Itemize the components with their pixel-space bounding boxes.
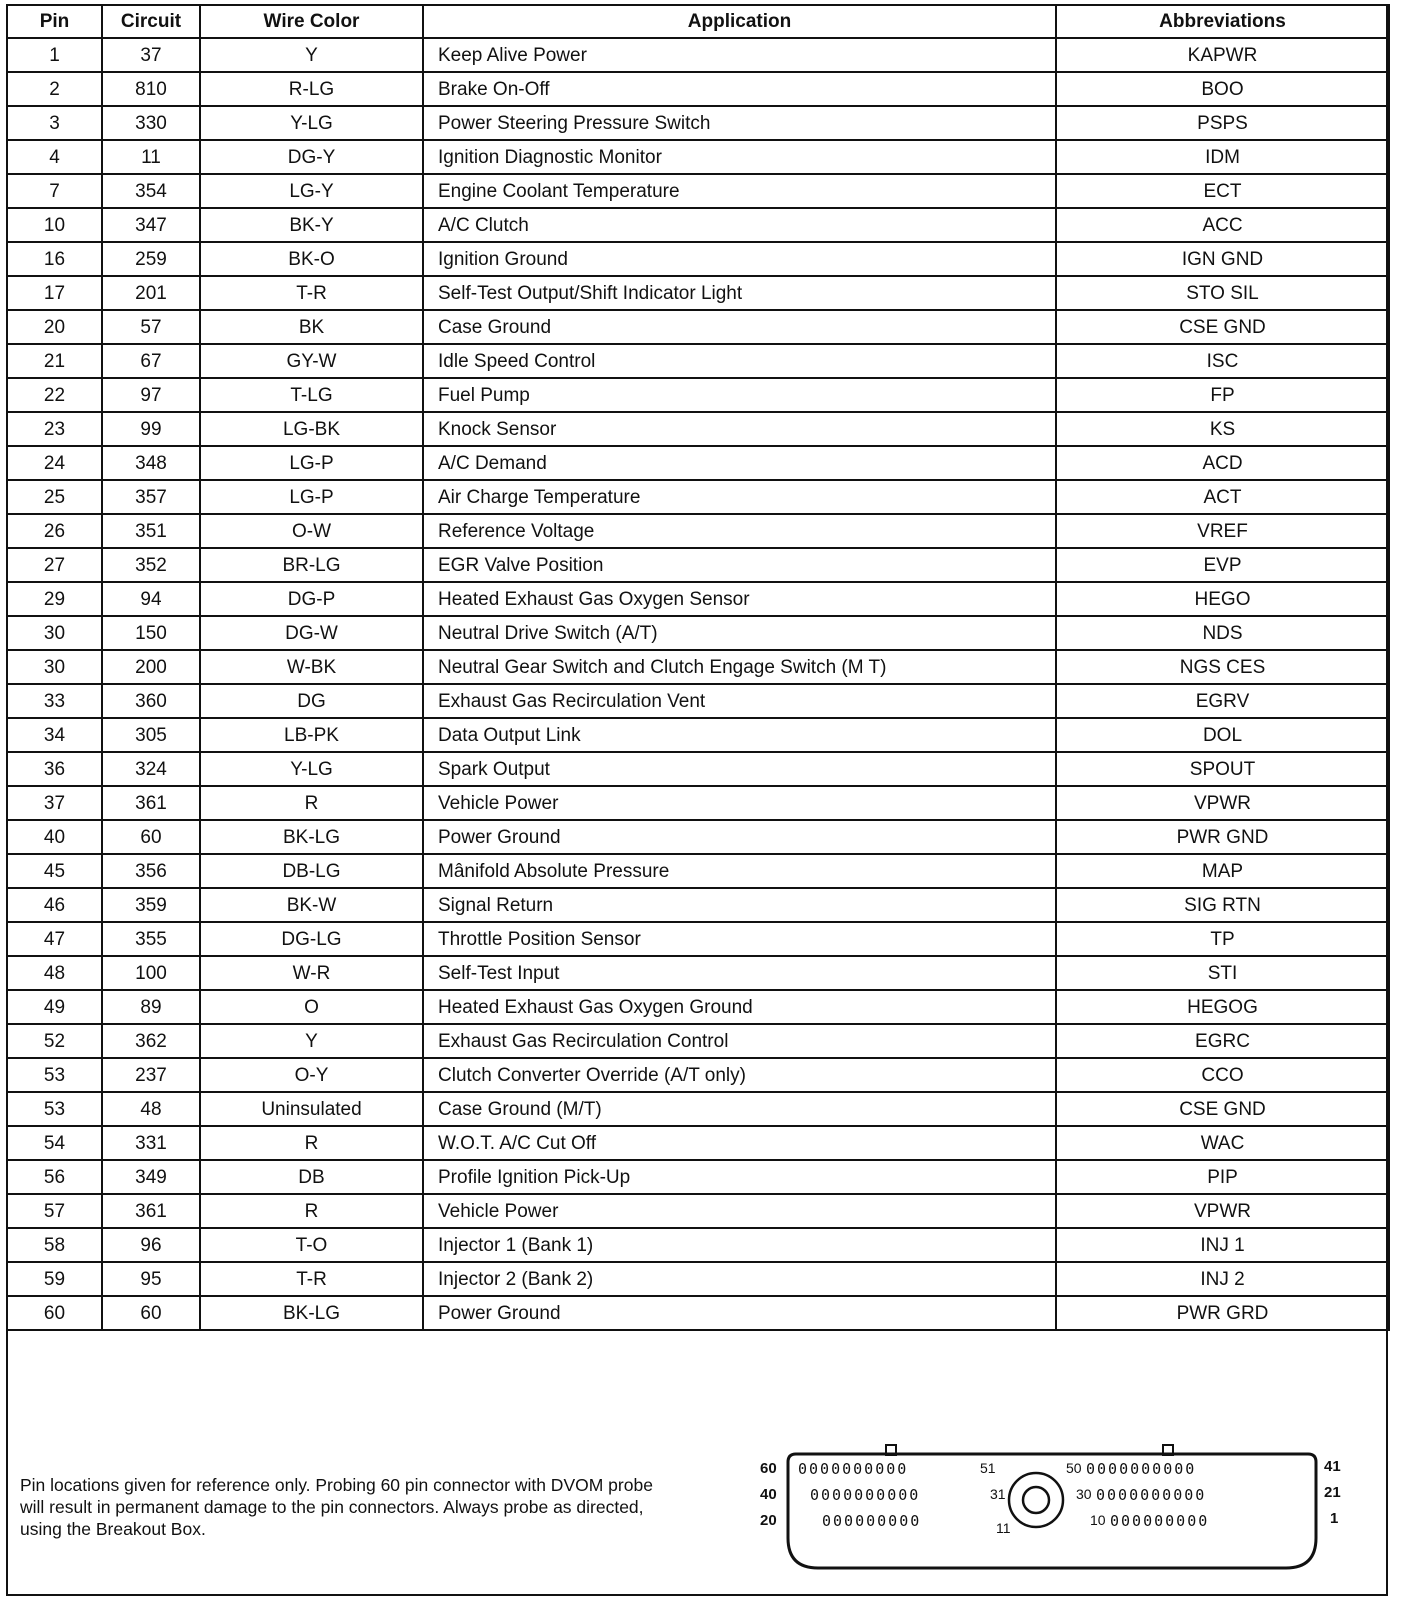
cell-pin: 49 bbox=[7, 990, 102, 1024]
cell-circuit: 37 bbox=[102, 38, 200, 72]
cell-abbreviation: DOL bbox=[1056, 718, 1389, 752]
cell-pin: 59 bbox=[7, 1262, 102, 1296]
connector-diagram bbox=[760, 1440, 1360, 1580]
cell-circuit: 351 bbox=[102, 514, 200, 548]
cell-pin: 25 bbox=[7, 480, 102, 514]
cell-abbreviation: TP bbox=[1056, 922, 1389, 956]
cell-application: Mânifold Absolute Pressure bbox=[423, 854, 1056, 888]
connector-pin-row: 0000000000 bbox=[1096, 1486, 1207, 1504]
cell-circuit: 357 bbox=[102, 480, 200, 514]
cell-circuit: 359 bbox=[102, 888, 200, 922]
table-body bbox=[7, 38, 1389, 1330]
cell-application: Self-Test Output/Shift Indicator Light bbox=[423, 276, 1056, 310]
cell-application: Injector 1 (Bank 1) bbox=[423, 1228, 1056, 1262]
cell-application: Case Ground bbox=[423, 310, 1056, 344]
cell-abbreviation: CCO bbox=[1056, 1058, 1389, 1092]
cell-circuit: 100 bbox=[102, 956, 200, 990]
cell-abbreviation: NDS bbox=[1056, 616, 1389, 650]
cell-circuit: 348 bbox=[102, 446, 200, 480]
table-row bbox=[7, 208, 1389, 242]
cell-pin: 46 bbox=[7, 888, 102, 922]
cell-pin: 29 bbox=[7, 582, 102, 616]
cell-application: Ignition Ground bbox=[423, 242, 1056, 276]
cell-pin: 56 bbox=[7, 1160, 102, 1194]
cell-application: Clutch Converter Override (A/T only) bbox=[423, 1058, 1056, 1092]
cell-wire-color: LG-P bbox=[200, 446, 423, 480]
cell-wire-color: T-R bbox=[200, 276, 423, 310]
cell-abbreviation: VREF bbox=[1056, 514, 1389, 548]
table-row bbox=[7, 820, 1389, 854]
pin-number-label: 11 bbox=[996, 1520, 1011, 1536]
cell-abbreviation: VPWR bbox=[1056, 786, 1389, 820]
cell-circuit: 361 bbox=[102, 1194, 200, 1228]
table-row bbox=[7, 1228, 1389, 1262]
cell-abbreviation: CSE GND bbox=[1056, 1092, 1389, 1126]
cell-application: Self-Test Input bbox=[423, 956, 1056, 990]
cell-application: Profile Ignition Pick-Up bbox=[423, 1160, 1056, 1194]
cell-wire-color: R-LG bbox=[200, 72, 423, 106]
cell-application: Case Ground (M/T) bbox=[423, 1092, 1056, 1126]
cell-abbreviation: PWR GRD bbox=[1056, 1296, 1389, 1330]
cell-abbreviation: HEGO bbox=[1056, 582, 1389, 616]
cell-application: Throttle Position Sensor bbox=[423, 922, 1056, 956]
cell-abbreviation: INJ 2 bbox=[1056, 1262, 1389, 1296]
cell-wire-color: BK-Y bbox=[200, 208, 423, 242]
cell-application: Data Output Link bbox=[423, 718, 1056, 752]
cell-wire-color: R bbox=[200, 786, 423, 820]
cell-abbreviation: IGN GND bbox=[1056, 242, 1389, 276]
cell-pin: 34 bbox=[7, 718, 102, 752]
cell-pin: 17 bbox=[7, 276, 102, 310]
connector-pin-row: 0000000000 bbox=[798, 1460, 909, 1478]
cell-abbreviation: PIP bbox=[1056, 1160, 1389, 1194]
header-application: Application bbox=[423, 5, 1056, 38]
cell-pin: 22 bbox=[7, 378, 102, 412]
pinout-document bbox=[6, 4, 1388, 1596]
pin-number-label: 30 bbox=[1076, 1486, 1092, 1502]
cell-application: Power Ground bbox=[423, 1296, 1056, 1330]
cell-abbreviation: EVP bbox=[1056, 548, 1389, 582]
table-header-row bbox=[7, 5, 1389, 38]
cell-circuit: 94 bbox=[102, 582, 200, 616]
cell-application: Vehicle Power bbox=[423, 1194, 1056, 1228]
cell-application: Exhaust Gas Recirculation Vent bbox=[423, 684, 1056, 718]
cell-abbreviation: INJ 1 bbox=[1056, 1228, 1389, 1262]
table-row bbox=[7, 1126, 1389, 1160]
cell-abbreviation: SIG RTN bbox=[1056, 888, 1389, 922]
cell-abbreviation: KAPWR bbox=[1056, 38, 1389, 72]
cell-application: Fuel Pump bbox=[423, 378, 1056, 412]
connector-pin-row: 000000000 bbox=[822, 1512, 922, 1530]
header-abbreviations: Abbreviations bbox=[1056, 5, 1389, 38]
table-row bbox=[7, 616, 1389, 650]
connector-pin-row: 0000000000 bbox=[1086, 1460, 1197, 1478]
cell-circuit: 201 bbox=[102, 276, 200, 310]
cell-wire-color: Y bbox=[200, 38, 423, 72]
pinout-table bbox=[6, 4, 1390, 1331]
table-row bbox=[7, 582, 1389, 616]
cell-wire-color: BK bbox=[200, 310, 423, 344]
cell-abbreviation: HEGOG bbox=[1056, 990, 1389, 1024]
cell-wire-color: DB bbox=[200, 1160, 423, 1194]
cell-circuit: 259 bbox=[102, 242, 200, 276]
cell-wire-color: DG-Y bbox=[200, 140, 423, 174]
cell-circuit: 361 bbox=[102, 786, 200, 820]
cell-wire-color: DG-P bbox=[200, 582, 423, 616]
cell-wire-color: BK-O bbox=[200, 242, 423, 276]
cell-circuit: 356 bbox=[102, 854, 200, 888]
connector-pin-row: 0000000000 bbox=[810, 1486, 921, 1504]
cell-wire-color: BR-LG bbox=[200, 548, 423, 582]
cell-circuit: 362 bbox=[102, 1024, 200, 1058]
cell-pin: 36 bbox=[7, 752, 102, 786]
cell-application: Power Steering Pressure Switch bbox=[423, 106, 1056, 140]
note-line: will result in permanent damage to the pin connectors. Always probe as directed, bbox=[20, 1497, 644, 1517]
cell-abbreviation: STO SIL bbox=[1056, 276, 1389, 310]
cell-pin: 33 bbox=[7, 684, 102, 718]
cell-pin: 1 bbox=[7, 38, 102, 72]
cell-circuit: 352 bbox=[102, 548, 200, 582]
cell-abbreviation: STI bbox=[1056, 956, 1389, 990]
cell-wire-color: W-R bbox=[200, 956, 423, 990]
cell-circuit: 237 bbox=[102, 1058, 200, 1092]
cell-circuit: 331 bbox=[102, 1126, 200, 1160]
table-row bbox=[7, 1296, 1389, 1330]
cell-abbreviation: NGS CES bbox=[1056, 650, 1389, 684]
cell-application: Spark Output bbox=[423, 752, 1056, 786]
cell-pin: 47 bbox=[7, 922, 102, 956]
cell-circuit: 48 bbox=[102, 1092, 200, 1126]
table-row bbox=[7, 38, 1389, 72]
cell-pin: 58 bbox=[7, 1228, 102, 1262]
table-row bbox=[7, 344, 1389, 378]
cell-pin: 54 bbox=[7, 1126, 102, 1160]
cell-pin: 37 bbox=[7, 786, 102, 820]
cell-application: Vehicle Power bbox=[423, 786, 1056, 820]
cell-pin: 27 bbox=[7, 548, 102, 582]
cell-application: Air Charge Temperature bbox=[423, 480, 1056, 514]
cell-pin: 20 bbox=[7, 310, 102, 344]
table-row bbox=[7, 990, 1389, 1024]
cell-circuit: 349 bbox=[102, 1160, 200, 1194]
cell-application: Engine Coolant Temperature bbox=[423, 174, 1056, 208]
cell-wire-color: BK-W bbox=[200, 888, 423, 922]
cell-wire-color: DB-LG bbox=[200, 854, 423, 888]
cell-wire-color: T-LG bbox=[200, 378, 423, 412]
cell-abbreviation: BOO bbox=[1056, 72, 1389, 106]
cell-abbreviation: EGRC bbox=[1056, 1024, 1389, 1058]
connector-pin-row: 000000000 bbox=[1110, 1512, 1210, 1530]
note-line: using the Breakout Box. bbox=[20, 1519, 206, 1539]
cell-wire-color: BK-LG bbox=[200, 1296, 423, 1330]
cell-abbreviation: ECT bbox=[1056, 174, 1389, 208]
connector-label-right: 1 bbox=[1330, 1510, 1339, 1527]
cell-circuit: 347 bbox=[102, 208, 200, 242]
cell-application: Brake On-Off bbox=[423, 72, 1056, 106]
cell-wire-color: LG-Y bbox=[200, 174, 423, 208]
cell-wire-color: LB-PK bbox=[200, 718, 423, 752]
table-row bbox=[7, 446, 1389, 480]
pin-number-label: 10 bbox=[1090, 1512, 1106, 1528]
connector-label-right: 41 bbox=[1324, 1458, 1341, 1475]
cell-wire-color: W-BK bbox=[200, 650, 423, 684]
cell-circuit: 60 bbox=[102, 1296, 200, 1330]
table-row bbox=[7, 72, 1389, 106]
cell-abbreviation: PWR GND bbox=[1056, 820, 1389, 854]
cell-circuit: 360 bbox=[102, 684, 200, 718]
table-row bbox=[7, 412, 1389, 446]
cell-application: EGR Valve Position bbox=[423, 548, 1056, 582]
cell-wire-color: T-R bbox=[200, 1262, 423, 1296]
cell-circuit: 355 bbox=[102, 922, 200, 956]
cell-wire-color: R bbox=[200, 1194, 423, 1228]
cell-abbreviation: ACT bbox=[1056, 480, 1389, 514]
cell-abbreviation: EGRV bbox=[1056, 684, 1389, 718]
cell-application: Reference Voltage bbox=[423, 514, 1056, 548]
table-row bbox=[7, 786, 1389, 820]
cell-pin: 53 bbox=[7, 1092, 102, 1126]
cell-pin: 60 bbox=[7, 1296, 102, 1330]
table-row bbox=[7, 106, 1389, 140]
table-row bbox=[7, 922, 1389, 956]
cell-abbreviation: VPWR bbox=[1056, 1194, 1389, 1228]
header-circuit: Circuit bbox=[102, 5, 200, 38]
table-row bbox=[7, 174, 1389, 208]
connector-label-left: 40 bbox=[760, 1486, 777, 1503]
table-row bbox=[7, 548, 1389, 582]
cell-abbreviation: ACC bbox=[1056, 208, 1389, 242]
cell-abbreviation: WAC bbox=[1056, 1126, 1389, 1160]
table-row bbox=[7, 684, 1389, 718]
cell-circuit: 57 bbox=[102, 310, 200, 344]
cell-pin: 24 bbox=[7, 446, 102, 480]
cell-wire-color: Y-LG bbox=[200, 106, 423, 140]
cell-wire-color: Y-LG bbox=[200, 752, 423, 786]
cell-circuit: 60 bbox=[102, 820, 200, 854]
cell-application: A/C Demand bbox=[423, 446, 1056, 480]
cell-application: Idle Speed Control bbox=[423, 344, 1056, 378]
cell-wire-color: BK-LG bbox=[200, 820, 423, 854]
cell-pin: 30 bbox=[7, 650, 102, 684]
table-row bbox=[7, 718, 1389, 752]
cell-abbreviation: FP bbox=[1056, 378, 1389, 412]
cell-circuit: 810 bbox=[102, 72, 200, 106]
cell-application: Neutral Drive Switch (A/T) bbox=[423, 616, 1056, 650]
cell-pin: 21 bbox=[7, 344, 102, 378]
cell-wire-color: LG-P bbox=[200, 480, 423, 514]
cell-wire-color: LG-BK bbox=[200, 412, 423, 446]
cell-wire-color: Y bbox=[200, 1024, 423, 1058]
cell-abbreviation: KS bbox=[1056, 412, 1389, 446]
cell-wire-color: O-Y bbox=[200, 1058, 423, 1092]
table-row bbox=[7, 854, 1389, 888]
cell-circuit: 97 bbox=[102, 378, 200, 412]
cell-wire-color: O-W bbox=[200, 514, 423, 548]
cell-circuit: 305 bbox=[102, 718, 200, 752]
table-row bbox=[7, 1194, 1389, 1228]
cell-circuit: 89 bbox=[102, 990, 200, 1024]
cell-application: Knock Sensor bbox=[423, 412, 1056, 446]
cell-pin: 30 bbox=[7, 616, 102, 650]
header-pin: Pin bbox=[7, 5, 102, 38]
cell-pin: 53 bbox=[7, 1058, 102, 1092]
table-row bbox=[7, 378, 1389, 412]
cell-abbreviation: ISC bbox=[1056, 344, 1389, 378]
cell-pin: 3 bbox=[7, 106, 102, 140]
cell-circuit: 99 bbox=[102, 412, 200, 446]
cell-pin: 23 bbox=[7, 412, 102, 446]
cell-pin: 4 bbox=[7, 140, 102, 174]
cell-circuit: 11 bbox=[102, 140, 200, 174]
cell-pin: 40 bbox=[7, 820, 102, 854]
table-row bbox=[7, 1262, 1389, 1296]
pin-number-label: 31 bbox=[990, 1486, 1006, 1502]
cell-wire-color: T-O bbox=[200, 1228, 423, 1262]
table-row bbox=[7, 956, 1389, 990]
cell-application: Power Ground bbox=[423, 820, 1056, 854]
note-line: Pin locations given for reference only. Probing 60 pin connector with DVOM probe bbox=[20, 1475, 653, 1495]
cell-circuit: 200 bbox=[102, 650, 200, 684]
cell-circuit: 96 bbox=[102, 1228, 200, 1262]
cell-circuit: 95 bbox=[102, 1262, 200, 1296]
table-row bbox=[7, 1160, 1389, 1194]
cell-pin: 2 bbox=[7, 72, 102, 106]
table-row bbox=[7, 650, 1389, 684]
cell-wire-color: R bbox=[200, 1126, 423, 1160]
table-row bbox=[7, 888, 1389, 922]
cell-pin: 48 bbox=[7, 956, 102, 990]
cell-circuit: 67 bbox=[102, 344, 200, 378]
cell-application: Ignition Diagnostic Monitor bbox=[423, 140, 1056, 174]
cell-wire-color: O bbox=[200, 990, 423, 1024]
table-row bbox=[7, 242, 1389, 276]
cell-application: Keep Alive Power bbox=[423, 38, 1056, 72]
cell-pin: 16 bbox=[7, 242, 102, 276]
table-row bbox=[7, 752, 1389, 786]
table-row bbox=[7, 276, 1389, 310]
cell-pin: 52 bbox=[7, 1024, 102, 1058]
cell-application: Heated Exhaust Gas Oxygen Ground bbox=[423, 990, 1056, 1024]
cell-application: Neutral Gear Switch and Clutch Engage Switch (M T) bbox=[423, 650, 1056, 684]
cell-application: A/C Clutch bbox=[423, 208, 1056, 242]
cell-circuit: 324 bbox=[102, 752, 200, 786]
table-row bbox=[7, 514, 1389, 548]
cell-pin: 26 bbox=[7, 514, 102, 548]
table-row bbox=[7, 480, 1389, 514]
cell-circuit: 354 bbox=[102, 174, 200, 208]
cell-pin: 10 bbox=[7, 208, 102, 242]
cell-abbreviation: SPOUT bbox=[1056, 752, 1389, 786]
cell-application: W.O.T. A/C Cut Off bbox=[423, 1126, 1056, 1160]
cell-abbreviation: MAP bbox=[1056, 854, 1389, 888]
header-wire-color: Wire Color bbox=[200, 5, 423, 38]
cell-wire-color: DG bbox=[200, 684, 423, 718]
pin-number-label: 51 bbox=[980, 1460, 996, 1476]
table-row bbox=[7, 140, 1389, 174]
cell-abbreviation: ACD bbox=[1056, 446, 1389, 480]
table-row bbox=[7, 1058, 1389, 1092]
cell-application: Heated Exhaust Gas Oxygen Sensor bbox=[423, 582, 1056, 616]
cell-circuit: 330 bbox=[102, 106, 200, 140]
connector-label-left: 20 bbox=[760, 1512, 777, 1529]
cell-application: Exhaust Gas Recirculation Control bbox=[423, 1024, 1056, 1058]
cell-wire-color: DG-W bbox=[200, 616, 423, 650]
pin-number-label: 50 bbox=[1066, 1460, 1082, 1476]
cell-circuit: 150 bbox=[102, 616, 200, 650]
cell-wire-color: Uninsulated bbox=[200, 1092, 423, 1126]
cell-pin: 45 bbox=[7, 854, 102, 888]
table-row bbox=[7, 1092, 1389, 1126]
cell-pin: 7 bbox=[7, 174, 102, 208]
connector-label-left: 60 bbox=[760, 1460, 777, 1477]
cell-abbreviation: IDM bbox=[1056, 140, 1389, 174]
cell-application: Injector 2 (Bank 2) bbox=[423, 1262, 1056, 1296]
cell-abbreviation: CSE GND bbox=[1056, 310, 1389, 344]
cell-pin: 57 bbox=[7, 1194, 102, 1228]
cell-wire-color: DG-LG bbox=[200, 922, 423, 956]
table-row bbox=[7, 310, 1389, 344]
connector-label-right: 21 bbox=[1324, 1484, 1341, 1501]
probe-warning-note bbox=[20, 1474, 740, 1540]
cell-abbreviation: PSPS bbox=[1056, 106, 1389, 140]
cell-application: Signal Return bbox=[423, 888, 1056, 922]
cell-wire-color: GY-W bbox=[200, 344, 423, 378]
table-row bbox=[7, 1024, 1389, 1058]
